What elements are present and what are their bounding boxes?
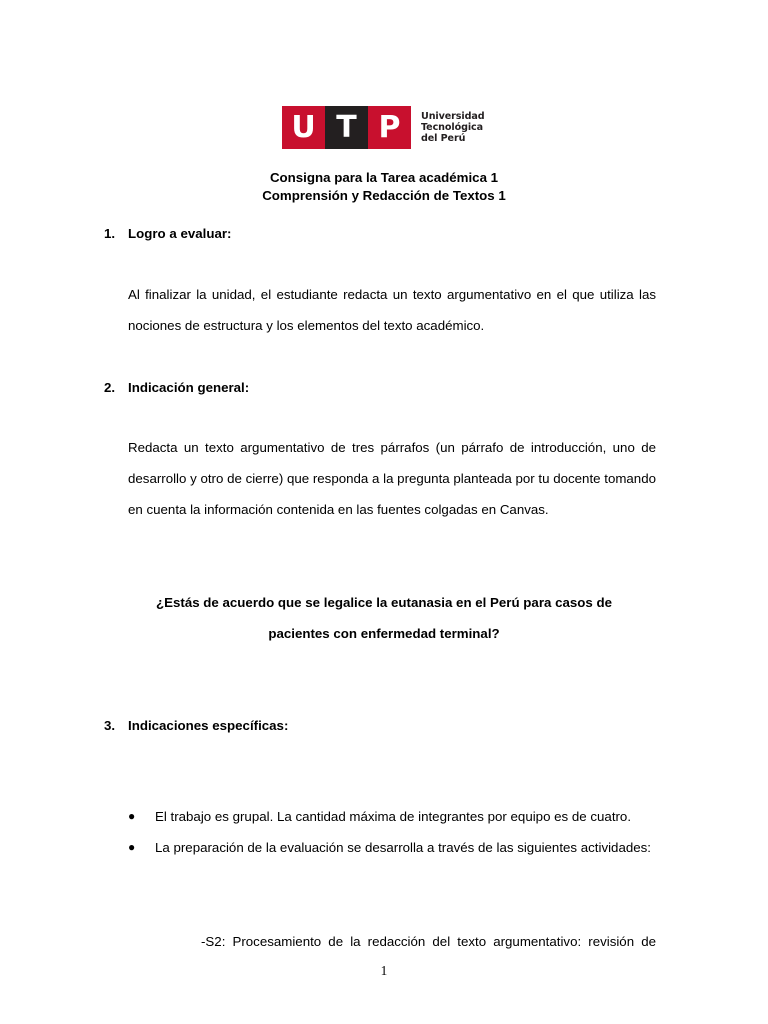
page-number: 1 (380, 963, 388, 978)
document-subtitle: Comprensión y Redacción de Textos 1 (262, 188, 506, 203)
section-1-number: 1. (104, 226, 116, 241)
section-1-heading (104, 226, 231, 241)
section-2-paragraph: Redacta un texto argumentativo de tres párrafos (un párrafo de introducción, uno de desarrollo y otro de cierre) que responda a la pregunta planteada por tu docente tomando en cuenta la información contenida en las fuentes colgadas en Canvas. (128, 440, 656, 517)
section-2-heading (104, 380, 249, 395)
document-title: Consigna para la Tarea académica 1 (269, 170, 499, 185)
logo-letter-u: U (282, 106, 325, 149)
section-1-label: Logro a evaluar: (128, 226, 232, 241)
list-item (128, 801, 656, 832)
essay-question-line-2: pacientes con enfermedad terminal? (268, 626, 500, 641)
section-3-label: Indicaciones específicas: (128, 718, 289, 733)
logo-letter-p: P (368, 106, 411, 149)
section-3-number: 3. (104, 718, 116, 733)
utp-logo (282, 106, 485, 149)
essay-question-line-1: ¿Estás de acuerdo que se legalice la eutanasia en el Perú para casos de (156, 595, 612, 610)
logo-mark (282, 106, 411, 149)
section-3-heading (104, 718, 288, 733)
logo-wordmark (421, 111, 485, 144)
logo-line-2: Tecnológica (421, 122, 483, 133)
list-item (128, 832, 656, 863)
activity-sub-item: -S2: Procesamiento de la redacción del texto argumentativo: revisión de (201, 934, 656, 949)
bullet-dot-icon: ● (128, 809, 136, 823)
logo-letter-t: T (325, 106, 368, 149)
section-2-number: 2. (104, 380, 116, 395)
section-1-paragraph: Al finalizar la unidad, el estudiante redacta un texto argumentativo en el que utiliza las nociones de estructura y los elementos del texto académico. (128, 287, 656, 333)
logo-line-1: Universidad (421, 111, 485, 122)
logo-line-3: del Perú (421, 133, 466, 144)
bullet-dot-icon: ● (128, 840, 136, 854)
instructions-list (128, 801, 656, 863)
section-2-label: Indicación general: (128, 380, 250, 395)
list-item-text: La preparación de la evaluación se desarrolla a través de las siguientes actividades: (155, 840, 651, 855)
list-item-text: El trabajo es grupal. La cantidad máxima de integrantes por equipo es de cuatro. (155, 809, 632, 824)
